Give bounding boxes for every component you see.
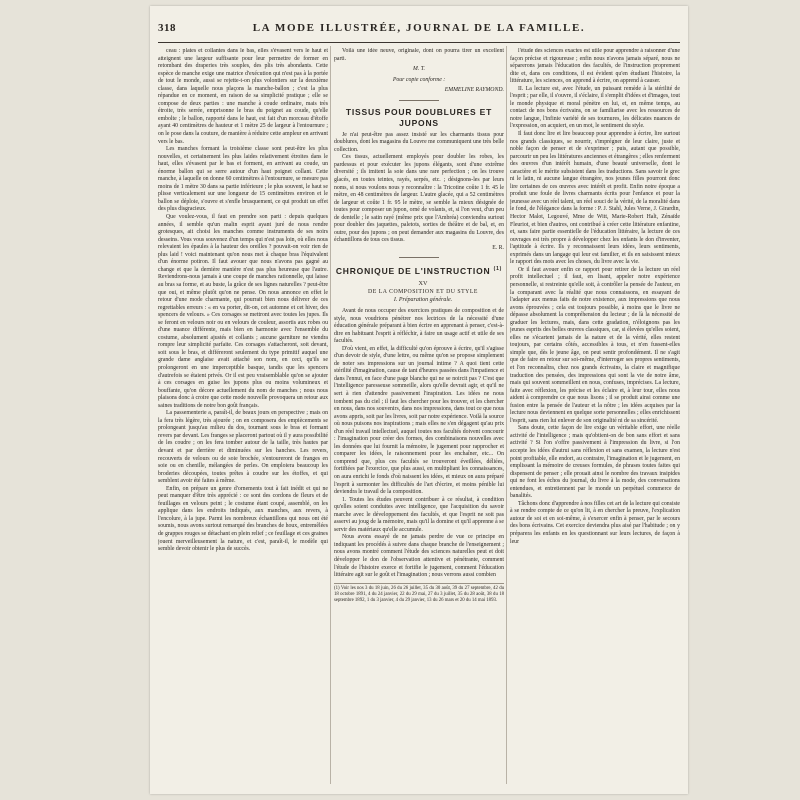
paragraph: Voilà une idée neuve, originale, dont on pourra tirer un excellent parti. (334, 48, 504, 62)
section-divider (399, 257, 439, 258)
footnote: (1) Voir les nos 3 du 18 juin, 26 du 26 juillet, 35 du 30 août, 39 du 27 septembre, 42 du 18 octobre 1891, 4 du 24 janvier, 22 du 29 mai, 27 du 3 juillet, 35 du 28 août, 38 du 18 septembre 1892, 1 du 3 janvier, 4 du 29 janvier, 13 du 26 mars et 20 du 14 mai 1893. (334, 583, 504, 604)
paragraph: D'où vient, en effet, la difficulté qu'on éprouve à écrire, qu'il s'agisse d'un devoir de style, d'une lettre, ou même qu'on se propose simplement de noter ses impressions sur un journal intime ? A quoi tient cette stérilité d'imagination, cause de tant d'heures passées dans l'impatience et dans l'ennui, en face d'une page blanche qui ne se noircit pas ? C'est que l'intelligence paresseuse sommeille, alors qu'elle devrait agir, et qu'il ne sert à rien d'attendre passivement l'inspiration. Les idées ne nous tombent pas du ciel ; il faut les chercher pour les trouver, et les chercher en nous, dans nos souvenirs, dans nos impressions, dans tout ce que nous avons appris, soit par les livres, soit par notre expérience. Voilà la source où nous puisons nos inspirations ; mais elles ne s'en dégagent qu'au prix d'un réel travail intellectuel, auquel toutes nos facultés doivent concourir : l'imagination pour créer des formes, des combinaisons nouvelles avec les données que lui fournit la mémoire, le jugement pour rapprocher et comparer les idées, le raisonnement pour les enchaîner, etc... On comprend que, plus ces facultés se trouveront éveillées, déliées, fortifiées par l'exercice, que plus aussi, en multipliant les connaissances, on aura enrichi le fonds d'où naissent les idées, et mieux on aura préparé l'esprit à surmonter les difficultés de l'art d'écrire, et moins pénible lui deviendra le travail de la composition. (334, 345, 504, 496)
copy-note: Pour copie conforme : (392, 76, 446, 83)
paragraph: Sans doute, cette façon de lire exige un véritable effort, une réelle activité de l'intelligence ; mais qu'obtient-on de bon sans effort et sans activité ? Si l'on s'offre passivement à l'impression du livre, si l'on accepte les idées d'autrui sans réflexion et sans examen, la lecture n'est point profitable, elle endort, au contraire, l'imagination et le jugement, en emplissant la mémoire de creuses formules, de phrases toutes faites qui dispensent de penser ; elle prouait ainsi le nombre des travaux insipides qui ne font les échos du journal, du livre à la mode, des conversations entendues, et entretiennent par le monde un perpétuel commerce de banalités. (510, 425, 680, 500)
chapter-number: XV (418, 280, 428, 288)
column-1 (158, 48, 328, 788)
paragraph: Ces tissus, actuellement employés pour doubler les robes, les pardessus et pour exécuter les jupons élégants, sont d'une extrême diversité ; ils imitent la soie dans une rare perfection ; on les trouve glacés, en toutes teintes, rayés, serpés, etc. ; désignons-les par leurs noms, si nous voulons nous y reconnaître : la Tricotine coûte 1 fr. 45 le mètre, en 48 centimètres de largeur. L'autre glacée, qui a 52 centimètres de largeur et coûte 1 fr. 95 le mètre, se semble la mieux désignée de toutes pour composer un jupon, orné de volants, et, si l'on veut, d'un peu de dentelle ; le satin rayé (même prix que l'Ambréa) conviendra surtout pour doubler des jaquettes, paletots, sorties de théâtre et de bal, et, en outre, pour des jupons ; on peut demander aux magasins du Louvre, des échantillons de tous ces tissus. (334, 154, 504, 244)
footnote-marker: (1) (493, 266, 503, 273)
section-divider (399, 100, 439, 101)
paragraph: Avant de nous occuper des exercices pratiques de composition et de style, nous voudrions pénétrer nos lectrices de la nécessité d'une éducation générale préparant à bien écrire en apprenant à penser, c'est-à-dire en habituant l'esprit à réfléchir, à faire un usage actif et utile de ses facultés. (334, 307, 504, 345)
paragraph: Enfin, on prépare un genre d'ornements tout à fait inédit et qui ne peut manquer d'être très apprécié : ce sont des cordons de fleurs et de feuillages en velours peint ; le costume étant coupé, assemblé, on les applique dans les endroits indiqués, aux manches, aux revers, à l'encolure, à la jupe. Parmi les nombreux échantillons qui nous ont été soumis, nous avons surtout remarqué des branches de houx, entremêlées de grappes rouges se détachant en plein relief ; ce feuillage et ces graines jouent merveilleusement la nature, et c'est, paraît-il, le modèle qui semble devoir obtenir le plus de succès. (158, 485, 328, 553)
paragraph: 1. Toutes les études peuvent contribuer à ce résultat, à condition qu'elles soient conduites avec intelligence, que l'acquisition du savoir marche avec le développement des facultés, et que l'esprit ne soit pas asservi au joug de la mémoire, mais qu'il la domine et qu'il apprenne à se servir des matériaux qu'elle accumule. (334, 496, 504, 533)
paragraph: Tâchons donc d'apprendre à nos filles cet art de la lecture qui consiste à se rendre compte de ce qu'on lit, à en chercher la preuve, l'explication autour de soi et en soi-même, à s'exercer enfin à penser, par le secours des bons écrivains. Cet exercice deviendra plus aisé par l'habitude ; on y préparera les enfants en les questionnant sur leurs lectures, de façon à leur (510, 500, 680, 545)
paragraph: ceau : plates et collantes dans le bas, elles s'évasent vers le haut et atteignent une largeur suffisante pour leur permettre de former en retombant des draperies très souples, des plis très abondants. Cette espèce de manche exige une matrice d'exécution qui n'est pas à la portée de tout le monde, aussi se rejette-t-on plus volontiers sur la deuxième classe, dans laquelle nous plaçons la manche-ballon ; c'est la plus répandue en ce moment, en raison de sa simplicité pratique ; elle se compose de deux parties : une manche à coude ordinaire, mais très étroite, très serrée, emprisonne le bras du poignet au coude, qu'elle embolte ; le ballon, rapporté dans le haut, est fait d'un morceau d'étoffe ayant 40 centimètres de hauteur et 1 mètre 25 de largeur à l'entournure ; on le pose dans la couture, de manière à réduire cette ampleur en arrivant vers le bas. (158, 48, 328, 145)
paragraph: Que voulez-vous, il faut en prendre son parti : depuis quelques années, il semble qu'un malin esprit ayant juré de nous rendre grotesques, ait choisi les manches comme instruments de ses noirs desseins. Vous vous souvenez d'un temps qui n'est pas loin, où elles nous relevaient les épaules à la hauteur des oreilles ? pouvait-on voir rien de plus laid ! voici maintenant qu'on nous met à chaque bras l'équivalent d'un énorme potiron. Il faut avouer que nous n'avons pas gagné au change et que la dernière manière n'est pas plus heureuse que l'autre. Reviendrons-nous jamais à une coupe de manches rationnelle, qui laisse au bras sa forme, et au buste, la grâce de ses lignes naturelles ? peut-être que oui, et même plutôt qu'on ne pense. On nous annonce en effet le retour d'une mode charmante, qui pourrait bien nous délivrer de ces regrettables erreurs : « en va porter, dit-on, cet automne et cet hiver, des spencers de velours. » Ces corsages se mettront avec toutes les jupes. Ils se feront en velours noir ou en velours de couleur, assortis aux robes ou d'une nuance différente, mais bien en harmonie avec l'ensemble du costume, absolument ajustés et collants ; aucune garniture ne viendra rompre leur simplicité parfaite. Ces corsages s'attacheront, soit devant, soit sous le bras, et différeront seulement du type primitif auquel une grande dame anglaise avait attaché son nom, en ceci, qu'ils se prolongeront en une imperceptible basque, tandis que les spencers d'autrefois se étaient privés. Or il est peu vraisemblable qu'on se ajouter à ces corsages en guise les jupons plus ou moins volumineux et bouffante, qu'on décore actuellement du nom de manches ; nous nous plaisons donc à croire que cette mode nouvelle provoquera un retour aux saines traditions de notre bon goût français. (158, 214, 328, 409)
page-header (158, 20, 680, 38)
chapter-subtitle: DE LA COMPOSITION ET DU STYLE (368, 288, 478, 295)
section-heading-tissus: TISSUS POUR DOUBLURES ET JUPONS (345, 106, 493, 128)
paragraph: Or il faut avouer enfin ce rapport pour retirer de la lecture un réel profit intellectuel ; il faut, en lisant, appeler notre expérience personnelle, si restreinte qu'elle soit, à contrôler la pensée de l'auteur, en la comparant avec la réalité que nous connaissons, en essayant de l'adapter aux menus faits de notre existence, aux impressions que nous avons éprouvées ; cela est toujours possible, à moins que le livre ne dépasse absolument la compréhension du lecteur ; de là la nécessité de graduer les lectures, mais, dans cette gradation, n'éloignons pas les jeunes esprits des belles œuvres classiques, car, si élevées qu'elles soient, elles ne s'écartent jamais de la nature et de la vérité, elles restent toujours, par certains côtés, accessibles à tous, et n'en fussent-elles simple que, dès le jeune âge, on peut sentir profondément. Il ne s'agit que de faire en retour sur soi-même, d'interroger ses propres sentiments, et l'on reconnaîtra, chez nos grands écrivains, la claire et magnifique traduction des pensées, des impressions qui sont la vie de notre âme, mais qui souvent sommeillent en nous, confuses, imprécises. La lecture, faite avec réflexion, les précise et les éclaire et, à leur tour, elles nous aident à comprendre ce que nous lisons ; il se produit ainsi comme une fusion entre la pensée de l'auteur et la nôtre ; les idées acquises par la lecture nous deviennent en quelque sorte personnelles ; elles enrichissent l'esprit, sans rien lui enlever de son originalité ni de sa sincérité. (510, 266, 680, 424)
journal-title: LA MODE ILLUSTRÉE, JOURNAL DE LA FAMILLE. (252, 22, 586, 34)
heading-text: CHRONIQUE DE L'INSTRUCTION (335, 266, 491, 277)
paragraph: La passementerie a, paraît-il, de beaux jours en perspective ; mais on la fera très légère, très ajourée ; on en composera des empiècements se prolongeant jusqu'au milieu du dos, tournant sous le bras et formant revers par devant. Les franges se placeront partout où il y aura possibilité de les coudre ; on les fera tomber autour de la taille, très hautes par devant et par derrière et diminuées sur les hanches. Les revers, recouverts de velours ou de soie brochée, s'entoureront de franges en soie ou en chenille, mélangées de perles. On emploiera beaucoup les broderies découpées, toutes prêtes à coudre sur les étoffes, et qui semblent avoir été faites à même. (158, 410, 328, 485)
paragraph: Nous avons essayé de ne jamais perdre de vue ce principe en indiquant les procédés à suivre dans chaque branche de l'enseignement ; nous avons montré comment l'étude des sciences naturelles peut et doit développer le don de l'observation attentive et pénétrante, comment l'étude de l'histoire exerce et fortifie le jugement, comment l'éducation littéraire agit sur le goût et l'imagination ; nous verrons aussi combien (334, 534, 504, 579)
page-number: 318 (158, 22, 176, 34)
column-divider (506, 46, 507, 784)
newspaper-page (150, 6, 688, 794)
paragraph: II. La lecture est, avec l'étude, un puissant remède à la stérilité de l'esprit ; par elle, il s'ouvre, il s'éclaire, il s'emplit d'idées et d'images, tout le monde physique et moral pénètre en lui, et, en même temps, au contact de nos bons écrivains, on se familiarise avec les ressources de notre langue, l'infinie variété de ses tournures, les délicates nuances de l'expression, on acquiert, en un mot, le sentiment du style. (510, 85, 680, 130)
paragraph: l'étude des sciences exactes est utile pour apprendre à raisonner d'une façon précise et rigoureuse ; enfin nous n'avons jamais séparé, nous ne séparerons jamais l'éducation des facultés, de l'instruction proprement dite et, dans ces conditions, il est évident qu'en étudiant l'histoire, la littérature, les sciences, on apprend à écrire, on apprend à causer. (510, 48, 680, 85)
paragraph: Il faut donc lire et lire beaucoup pour apprendre à écrire, lire surtout nos grands classiques, se nourrir, s'imprégner de leur claire, juste et noble façon de penser et de s'exprimer ; puis, autant que possible, parcourir un peu les littératures anciennes et étrangères ; elles renferment des œuvres d'un intérêt humain, d'une beauté universelle, dont le caractère et le mérite subsistent dans les traductions. Sans savoir le grec ni le latin, ni aucune langue étrangère, nos jeunes filles pourront donc lire certaines de ces œuvres avec intérêt et profit. Enfin notre époque a produit une foule de livres charmants écrits pour l'enfance et pour la jeunesse avec un réel talent, un réel souci de la vérité, de la moralité dans le fond, de l'élégance dans la forme : P. J. Stahl, Jules Verne, J. Girardin, Hector Malot, Legouvé, Mme de Witt, Marie-Robert Halt, Zénaïde Fleuriot, et bien d'autres, ont contribué à créer cette littérature enfantine, et, sans faire partie essentielle de l'éducation littéraire, la lecture de ces ouvrages est très propre à développer chez les enfants le don d'inventer, l'aptitude à écrire. Ils y reconnaissent leurs idées, leurs sentiments, exprimés dans un langage qui leur est familier, et ils en saisissent mieux le rapport des mots avec les choses, du livre avec la vie. (510, 131, 680, 266)
author-signature: EMMELINE RAYMOND. (444, 87, 504, 94)
column-3 (510, 48, 680, 788)
header-rule (158, 42, 680, 43)
paragraph: Je n'ai peut-être pas assez insisté sur les charmants tissus pour doublures, dont les magasins du Louvre me communiquent une très belle collection. (334, 131, 504, 153)
signature-initials: M. T. (413, 66, 425, 73)
paragraph: Les manches formant la troisième classe sont peut-être les plus nouvelles, et certainement les plus laides relativement étroites dans le haut, elles s'évasent par le bas et forment, en arrivant au coude, un énorme ballon qui se serre autour d'un haut poignet collant. Cette manche, à laquelle on donne 60 centimètres à l'entournure, se mesure pas moins de 1 mètre 30 dans sa partie inférieure ; le plus souvent, le haut se plisse verticalement sur une longueur de 15 centimètres environ et le ballon se déploie, s'ouvre et s'enfle brusquement, ce qui produit un effet des plus disgracieux. (158, 146, 328, 213)
column-2 (334, 48, 504, 788)
column-divider (330, 46, 331, 784)
section-subtitle: I. Préparation générale. (393, 297, 453, 304)
signature-initials: E. R. (492, 244, 504, 251)
section-heading-chronique (334, 264, 504, 277)
